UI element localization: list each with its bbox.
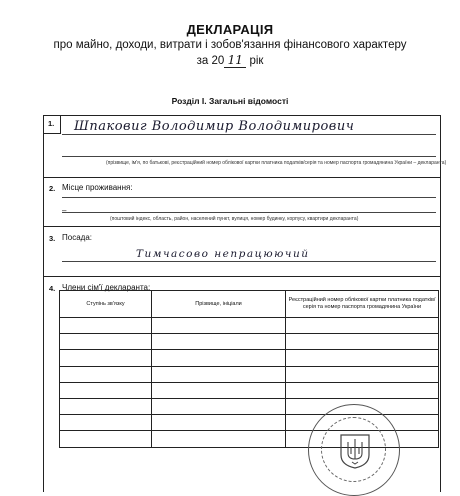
field-3-line xyxy=(62,261,436,262)
year-value: 11 xyxy=(224,53,246,68)
name-cell xyxy=(152,366,286,382)
field-3-number: 3. xyxy=(49,234,56,243)
tax-id-cell xyxy=(286,334,439,350)
declarant-name-value: Шпаковиг Володимир Володимирович xyxy=(74,119,355,134)
reporting-year-line xyxy=(0,53,460,68)
official-stamp xyxy=(308,404,400,496)
year-prefix: за 20 xyxy=(196,55,225,67)
relation-cell xyxy=(60,366,152,382)
table-row xyxy=(60,350,439,366)
field-3-box xyxy=(43,226,441,277)
table-row xyxy=(60,318,439,334)
relation-cell xyxy=(60,415,152,431)
year-suffix: рік xyxy=(249,55,264,67)
name-cell xyxy=(152,431,286,447)
name-cell xyxy=(152,334,286,350)
table-row xyxy=(60,334,439,350)
tax-id-cell xyxy=(286,318,439,334)
field-2-line-2 xyxy=(62,212,436,213)
name-cell xyxy=(152,398,286,414)
field-1-hint: (прізвище, ім'я, по батькові, реєстраційний номер облікової картки платника податків/серія та номер паспорта громадянина України – декларанта) xyxy=(106,160,447,166)
relation-cell xyxy=(60,350,152,366)
table-row xyxy=(60,366,439,382)
table-row xyxy=(60,398,439,414)
relation-cell xyxy=(60,334,152,350)
trident-emblem-icon xyxy=(339,433,371,469)
field-2-dash: – xyxy=(62,206,67,215)
column-header-relation: Ступінь зв'язку xyxy=(60,291,152,318)
relation-cell xyxy=(60,398,152,414)
tax-id-cell xyxy=(286,382,439,398)
name-cell xyxy=(152,318,286,334)
field-2-box xyxy=(43,176,441,227)
field-2-line xyxy=(62,197,436,198)
column-header-name: Прізвище, ініціали xyxy=(152,291,286,318)
field-1-number: 1. xyxy=(48,119,55,128)
name-cell xyxy=(152,350,286,366)
field-1-box xyxy=(43,115,447,178)
section-title: Розділ І. Загальні відомості xyxy=(171,96,289,106)
field-2-number: 2. xyxy=(49,184,56,193)
relation-cell xyxy=(60,382,152,398)
tax-id-cell xyxy=(286,366,439,382)
position-value: Тимчасово непрацюючий xyxy=(136,248,310,260)
document-subtitle: про майно, доходи, витрати і зобов'язання фінансового характеру xyxy=(53,39,407,51)
relation-cell xyxy=(60,318,152,334)
relation-cell xyxy=(60,431,152,447)
field-4-label: Члени сім'ї декларанта: xyxy=(62,283,151,292)
column-header-tax-id: Реєстраційний номер облікової картки платника податків/ серія та номер паспорта громадянина України xyxy=(286,291,439,318)
field-1-number-cell xyxy=(44,116,61,134)
field-1-line xyxy=(62,134,436,135)
name-cell xyxy=(152,415,286,431)
name-cell xyxy=(152,382,286,398)
field-2-hint: (поштовий індекс, область, район, населений пункт, вулиця, номер будинку, корпусу, квартири декларанта) xyxy=(110,216,359,222)
table-row xyxy=(60,382,439,398)
field-1-line-2 xyxy=(62,156,436,157)
field-3-label: Посада: xyxy=(62,233,92,242)
document-title: ДЕКЛАРАЦІЯ xyxy=(186,22,274,37)
tax-id-cell xyxy=(286,350,439,366)
field-4-number: 4. xyxy=(49,284,56,293)
field-2-label: Місце проживання: xyxy=(62,183,133,192)
family-table-header-row xyxy=(60,291,439,318)
